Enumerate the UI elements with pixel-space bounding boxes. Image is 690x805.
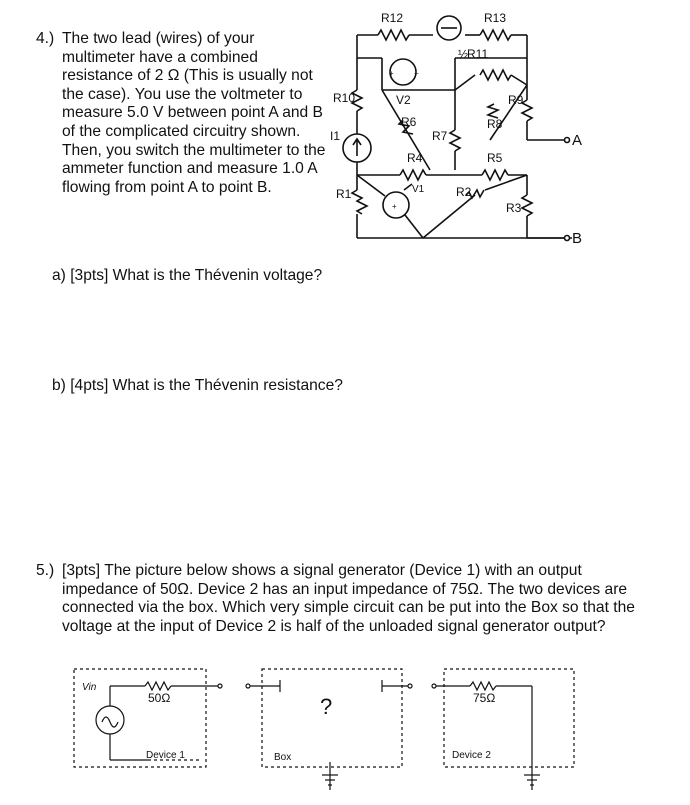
- label-r11: R11: [467, 47, 489, 61]
- signal-source-icon: [96, 706, 124, 734]
- label-i1: I1: [330, 129, 341, 143]
- question-4a: a) [3pts] What is the Thévenin voltage?: [52, 267, 323, 284]
- label-r13: R13: [484, 11, 507, 25]
- resistor-r8: [488, 104, 498, 118]
- resistor-50-ohm: [145, 682, 171, 690]
- question-5: [36, 562, 636, 636]
- label-75-ohm: 75Ω: [473, 691, 496, 705]
- resistor-r1: [352, 190, 367, 214]
- question-4b: b) [4pts] What is the Thévenin resistance?: [52, 377, 343, 394]
- svg-text:−: −: [414, 69, 419, 78]
- label-v1: V1: [412, 184, 425, 195]
- label-device-1: Device 1: [146, 750, 185, 761]
- question-4-text: The two lead (wires) of your multimeter have a combined resistance of 2 Ω (This is usually not the case). You use the voltmeter to measure 5.0 V between point A and B of the complicated circuitry shown. Then, you switch the multimeter to the ammeter function and measure 1.0 A flowing from point A to point B.: [62, 30, 326, 196]
- resistor-r4: [400, 170, 426, 180]
- label-r12: R12: [381, 11, 404, 25]
- label-node-b: B: [572, 230, 583, 247]
- resistor-r7: [450, 130, 460, 151]
- svg-text:+: +: [389, 69, 394, 78]
- label-r2: R2: [456, 185, 472, 199]
- terminal-a[interactable]: [565, 138, 570, 143]
- label-r5: R5: [487, 151, 503, 165]
- label-r11-prefix: ½: [458, 47, 469, 61]
- svg-text:+: +: [392, 202, 397, 211]
- label-v2: V2: [396, 93, 411, 107]
- resistor-r9: [522, 100, 532, 121]
- label-r3: R3: [506, 201, 522, 215]
- label-r4: R4: [407, 151, 423, 165]
- label-box: Box: [274, 752, 292, 763]
- label-r6: R6: [401, 115, 417, 129]
- question-5-number: 5.): [36, 562, 55, 579]
- label-vin: Vin: [82, 682, 97, 693]
- resistor-r5: [482, 170, 508, 180]
- label-r9: R9: [508, 93, 524, 107]
- label-r8: R8: [487, 117, 503, 131]
- label-r1: R1: [336, 187, 352, 201]
- signal-chain-diagram: [70, 664, 580, 794]
- resistor-r12: [378, 30, 409, 40]
- question-4-number: 4.): [36, 30, 55, 47]
- resistor-r13: [480, 30, 511, 40]
- voltage-source-v2: [390, 59, 416, 85]
- resistor-r3: [522, 195, 532, 216]
- terminal-b[interactable]: [565, 236, 570, 241]
- question-4: [36, 30, 328, 197]
- label-r7: R7: [432, 129, 448, 143]
- circuit-diagram: [325, 8, 585, 248]
- question-5-text: [3pts] The picture below shows a signal generator (Device 1) with an output impedance of 50Ω. Device 2 has an input impedance of 75Ω. The two devices are connected via the box. Which very simple circuit can be put into the Box so that the voltage at the input of Device 2 is half of the unloaded signal generator output?: [62, 562, 635, 635]
- label-device-2: Device 2: [452, 750, 491, 761]
- box-question-mark: ?: [320, 694, 333, 719]
- resistor-r11: [480, 70, 511, 80]
- label-node-a: A: [572, 132, 583, 149]
- label-r10: R10: [333, 91, 356, 105]
- label-50-ohm: 50Ω: [148, 691, 171, 705]
- resistor-75-ohm: [470, 682, 496, 690]
